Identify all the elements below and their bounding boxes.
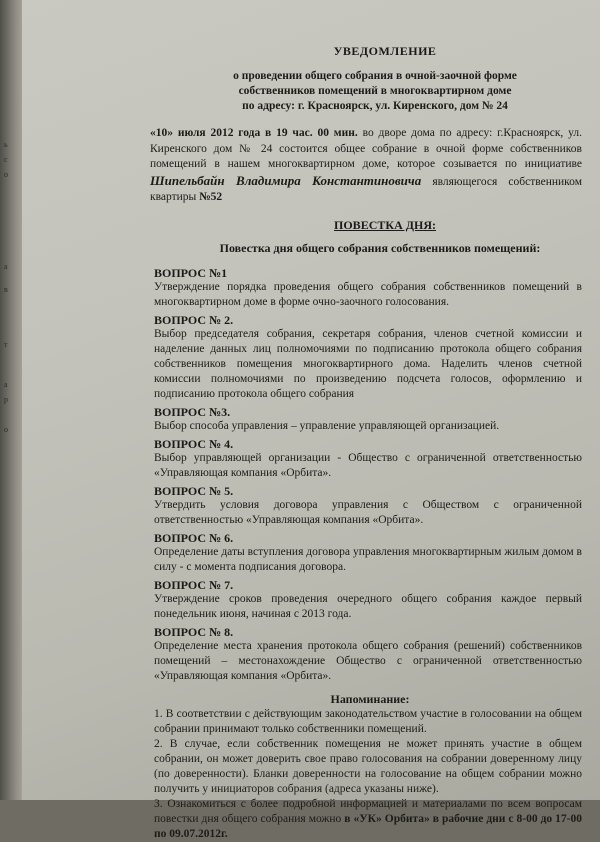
reminder-list [154,707,582,842]
edge-char: а [4,380,8,389]
initiator-name: Шипельбайн Владимира Константиновича [150,172,422,188]
apartment-number: №52 [199,191,223,203]
question-text: Утвердить условия договора управления с Обществом с ограниченной ответственностью «Управляющая компания «Орбита». [154,498,582,526]
meeting-datetime: «10» июля 2012 года в 19 час. 00 мин. [150,127,358,139]
document-page [22,0,600,840]
subtitle-line: о проведении общего собрания в очной-заочной форме [233,70,517,82]
edge-char: р [4,395,8,404]
question-text: Утверждение порядка проведения общего собрания собственников помещений в многоквартирном доме в форме очно-заочного голосования. [154,280,582,308]
question-text: Выбор председателя собрания, секретаря собрания, членов счетной комиссии и наделение данных лиц полномочиями по подписанию протокола общего собрания собственников помещения многоквартирного дома. Наделить членов счетной комиссии полномочиями по произведению подсчета голосов, оформлению и подписанию протокола общего собрания [154,327,582,400]
question-text: Утверждение сроков проведения очередного общего собрания каждое первый понедельник июня, начиная с 2013 года. [154,592,582,620]
intro-paragraph [150,126,582,206]
intro-text: во дворе дома по адресу: г.Красноярск, ул. Киренского дом № 24 состоится общее собрание в очной форме собственников помещений в нашем многоквартирном доме, которое созывается по инициативе [150,127,582,170]
question-text: Определение даты вступления договора управления многоквартирным жилым домом в силу - с момента подписания договора. [154,545,582,573]
question-title: ВОПРОС №1 [154,265,228,280]
edge-char: т [4,340,8,349]
subtitle-line: собственников помещений в многоквартирном доме [238,85,512,97]
reminder-item: 1. В соответствии с действующим законодательством участие в голосовании на общем собрании принимают только собственники помещений. [154,707,582,735]
intro-tail: являющегося собственником квартиры [150,175,582,203]
agenda-heading: ПОВЕСТКА ДНЯ: [334,217,436,232]
subtitle-line: по адресу: г. Красноярск, ул. Киренского, дом № 24 [242,100,508,112]
adjacent-page-edge [0,0,22,800]
question-title: ВОПРОС № 5. [154,483,234,498]
agenda-questions [154,266,582,684]
question-text: Определение места хранения протокола общего собрания (решений) собственников помещений – местонахождение Общество с ограниченной ответственностью «Управляющая компания «Орбита». [154,639,582,682]
reminder-item: 2. В случае, если собственник помещения не может принять участие в общем собрании, он может доверить свое право голосования на собрании доверенному лицу (по доверенности). Бланки доверенности на голосование на общем собрании можно получить у инициаторов собрания (адреса указаны ниже). [154,737,582,795]
notice-subtitle [168,69,582,114]
question-text: Выбор способа управления – управление управляющей организацией. [154,419,500,432]
question-title: ВОПРОС №3. [154,404,231,419]
question-title: ВОПРОС № 2. [154,312,234,327]
agenda-subheading: Повестка дня общего собрания собственников помещений: [219,240,541,255]
question-title: ВОПРОС № 4. [154,436,234,451]
reminder-text: 3. Ознакомиться с более подробной информацией и материалами по всем вопросам повестки дня общего собрания можно [154,797,582,825]
edge-char: в [4,285,8,294]
notice-title: УВЕДОМЛЕНИЕ [333,44,437,58]
edge-char: с [4,155,8,164]
question-text: Выбор управляющей организации - Общество с ограниченной ответственностью «Управляющая компания «Орбита». [154,451,582,479]
question-title: ВОПРОС № 6. [154,530,234,545]
edge-char: а [4,262,8,271]
question-title: ВОПРОС № 7. [154,577,234,592]
reminder-item [154,797,582,842]
edge-char: о [4,425,8,434]
edge-char: о [4,170,8,179]
question-title: ВОПРОС № 8. [154,624,234,639]
edge-char: ь [4,140,8,149]
reminder-heading: Напоминание: [330,691,410,706]
reminder-office-hours: в «УК» Орбита» в рабочие дни с 8-00 до 17-00 по 09.07.2012г. [154,812,582,840]
